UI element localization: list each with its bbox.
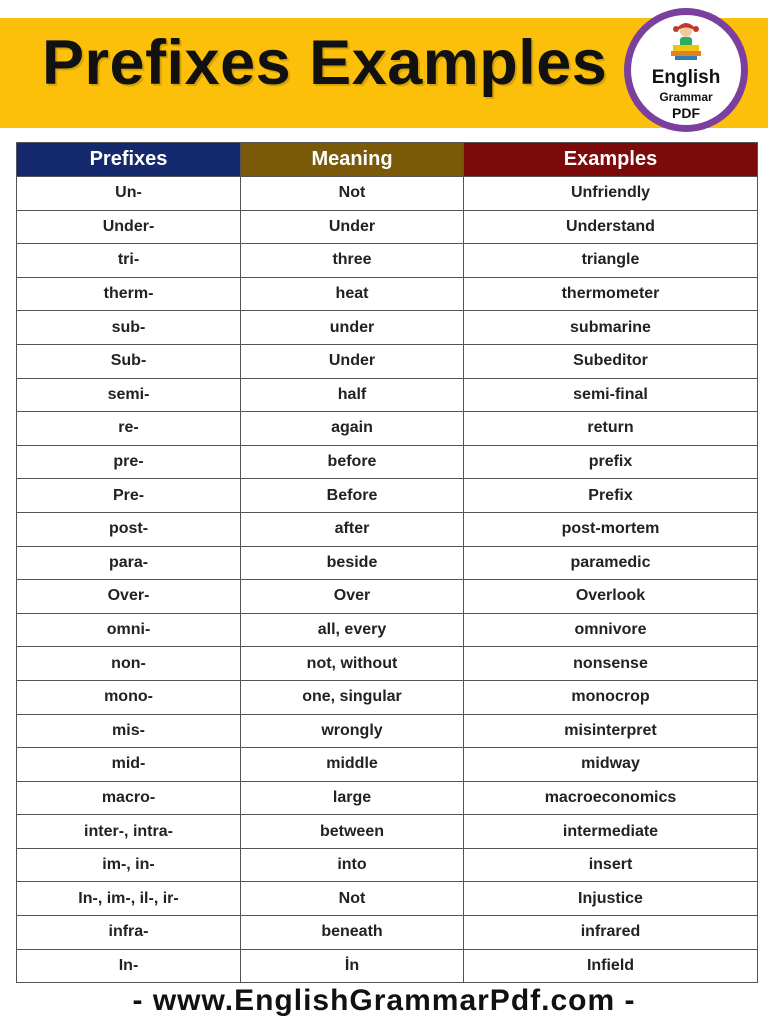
prefix-cell: In- [17,949,241,983]
example-cell: nonsense [464,647,758,681]
example-cell: thermometer [464,277,758,311]
meaning-cell: half [241,378,464,412]
table-row [17,210,758,244]
table-row [17,613,758,647]
prefix-cell: para- [17,546,241,580]
table-row [17,949,758,983]
example-cell: omnivore [464,613,758,647]
example-cell: submarine [464,311,758,345]
table-row [17,277,758,311]
prefixes-table [16,142,758,983]
prefix-cell: sub- [17,311,241,345]
reading-girl-icon [667,21,705,65]
prefix-cell: macro- [17,781,241,815]
example-cell: Injustice [464,882,758,916]
prefix-cell: Un- [17,177,241,211]
example-cell: triangle [464,244,758,278]
table-row [17,714,758,748]
table-body [17,177,758,983]
logo-inner [631,15,741,125]
table-row [17,916,758,950]
example-cell: post-mortem [464,512,758,546]
logo-text-english: English [651,67,721,88]
example-cell: Overlook [464,580,758,614]
table-row [17,748,758,782]
meaning-cell: Under [241,210,464,244]
meaning-cell: into [241,848,464,882]
meaning-cell: Over [241,580,464,614]
table-row [17,512,758,546]
meaning-cell: Under [241,344,464,378]
meaning-cell: between [241,815,464,849]
prefix-cell: re- [17,412,241,446]
table-row [17,848,758,882]
meaning-cell: middle [241,748,464,782]
meaning-cell: Before [241,479,464,513]
logo-text-pdf: PDF [672,105,700,121]
meaning-cell: İn [241,949,464,983]
website-footer: - www.EnglishGrammarPdf.com - [132,984,636,1017]
table-row [17,412,758,446]
meaning-cell: beneath [241,916,464,950]
prefix-cell: post- [17,512,241,546]
example-cell: Infield [464,949,758,983]
meaning-cell: large [241,781,464,815]
example-cell: Subeditor [464,344,758,378]
prefix-cell: mid- [17,748,241,782]
meaning-cell: not, without [241,647,464,681]
prefix-cell: semi- [17,378,241,412]
table-row [17,344,758,378]
table-row [17,680,758,714]
prefix-cell: pre- [17,445,241,479]
table-row [17,311,758,345]
prefix-cell: mis- [17,714,241,748]
table-row [17,479,758,513]
example-cell: paramedic [464,546,758,580]
example-cell: monocrop [464,680,758,714]
example-cell: infrared [464,916,758,950]
example-cell: insert [464,848,758,882]
example-cell: semi-final [464,378,758,412]
logo [624,8,748,132]
meaning-cell: heat [241,277,464,311]
logo-text-grammar: Grammar [659,90,713,104]
example-cell: misinterpret [464,714,758,748]
meaning-cell: Not [241,177,464,211]
prefix-cell: mono- [17,680,241,714]
table-row [17,177,758,211]
meaning-cell: three [241,244,464,278]
table-row [17,647,758,681]
meaning-cell: one, singular [241,680,464,714]
example-cell: Unfriendly [464,177,758,211]
table-row [17,445,758,479]
prefix-cell: tri- [17,244,241,278]
prefix-cell: Over- [17,580,241,614]
meaning-cell: under [241,311,464,345]
meaning-cell: wrongly [241,714,464,748]
example-cell: intermediate [464,815,758,849]
header-meaning: Meaning [241,143,464,177]
prefix-cell: Sub- [17,344,241,378]
example-cell: Prefix [464,479,758,513]
meaning-cell: before [241,445,464,479]
table-header-row [17,143,758,177]
prefix-cell: Under- [17,210,241,244]
table-row [17,882,758,916]
page-title: Prefixes Examples [42,28,608,98]
prefix-cell: therm- [17,277,241,311]
meaning-cell: after [241,512,464,546]
table-row [17,244,758,278]
header-examples: Examples [464,143,758,177]
meaning-cell: Not [241,882,464,916]
example-cell: prefix [464,445,758,479]
prefix-cell: im-, in- [17,848,241,882]
meaning-cell: again [241,412,464,446]
meaning-cell: all, every [241,613,464,647]
header-prefixes: Prefixes [17,143,241,177]
example-cell: midway [464,748,758,782]
table-row [17,378,758,412]
meaning-cell: beside [241,546,464,580]
prefix-cell: In-, im-, il-, ir- [17,882,241,916]
prefix-cell: non- [17,647,241,681]
table-row [17,546,758,580]
example-cell: macroeconomics [464,781,758,815]
table-row [17,781,758,815]
table-row [17,815,758,849]
example-cell: Understand [464,210,758,244]
table-row [17,580,758,614]
example-cell: return [464,412,758,446]
prefix-cell: omni- [17,613,241,647]
prefix-cell: infra- [17,916,241,950]
prefix-cell: inter-, intra- [17,815,241,849]
prefix-cell: Pre- [17,479,241,513]
